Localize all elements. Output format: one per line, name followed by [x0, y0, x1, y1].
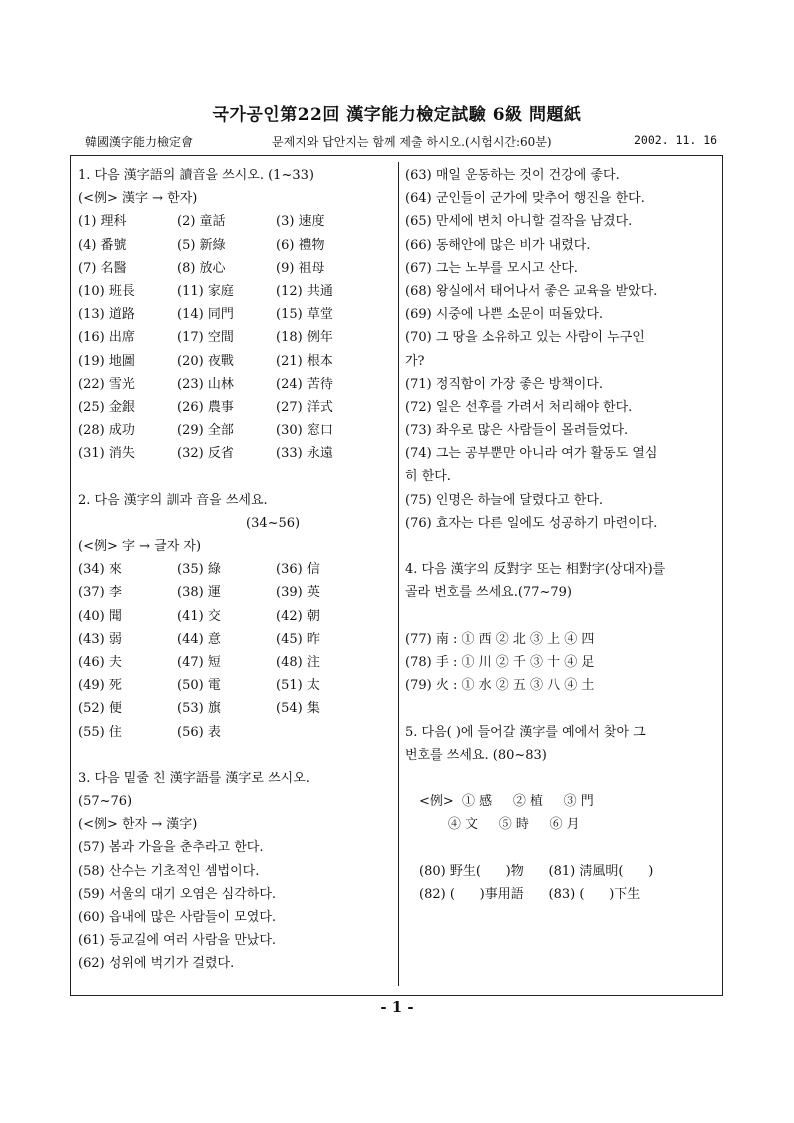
organization-name: 韓國漢字能力檢定會: [85, 135, 194, 149]
right-column: [405, 164, 715, 906]
section1-heading: 1. 다음 漢字語의 讀音을 쓰시오. (1~33): [78, 168, 314, 183]
question-row: [78, 442, 392, 465]
question-item: (37) 李: [78, 585, 122, 601]
question-item: (71) 정직함이 가장 좋은 방책이다.: [405, 376, 604, 392]
question-item: (29) 全部: [177, 423, 234, 439]
question-item: (52) 便: [78, 701, 122, 717]
question-item: (30) 窓口: [276, 423, 333, 439]
question-item: (18) 例年: [276, 330, 333, 346]
question-row: [78, 210, 392, 233]
column-divider: [398, 162, 399, 986]
question-row: [78, 721, 392, 744]
question-item: (49) 死: [78, 678, 122, 694]
question-item: (9) 祖母: [276, 260, 325, 276]
question-item: (3) 速度: [276, 214, 325, 230]
question-item: (11) 家庭: [177, 283, 234, 299]
question-item: (73) 좌우로 많은 사람들이 몰려들었다.: [405, 423, 629, 439]
question-item: (21) 根本: [276, 353, 333, 369]
question-item: (76) 효자는 다른 일에도 성공하기 마련이다.: [405, 515, 658, 531]
question-item: (67) 그는 노부를 모시고 산다.: [405, 260, 578, 276]
section2-heading: 2. 다음 漢字의 訓과 音을 쓰세요.: [78, 492, 268, 508]
question-item: (70) 그 땅을 소유하고 있는 사람이 누구인: [405, 330, 645, 346]
page-title: 국가공인第22回 漢字能力檢定試驗 6級 問題紙: [212, 105, 582, 125]
question-item: (10) 班長: [78, 283, 135, 299]
question-item: (1) 理科: [78, 214, 127, 230]
question-item: (17) 空間: [177, 330, 234, 346]
question-item: (20) 夜戰: [177, 353, 234, 369]
section2-range: (34~56): [246, 515, 301, 531]
section5-heading-cont: 번호를 쓰세요. (80~83): [405, 747, 547, 763]
section5-items: (80) 野生( )物 (81) 淸風明( ): [419, 863, 654, 879]
question-row: [78, 581, 392, 604]
question-item: (38) 運: [177, 585, 221, 601]
question-row: [78, 257, 392, 280]
question-item: (56) 表: [177, 724, 221, 740]
question-item: (35) 綠: [177, 562, 221, 578]
question-item: (59) 서울의 대기 오염은 심각하다.: [78, 886, 277, 902]
question-item: (48) 注: [276, 654, 320, 670]
question-item: (47) 短: [177, 654, 221, 670]
section5-example-cont: ④ 文 ⑤ 時 ⑥ 月: [419, 817, 580, 833]
question-item: (41) 交: [177, 608, 221, 624]
question-item: (79) 火 : ① 水 ② 五 ③ 八 ④ 土: [405, 678, 595, 694]
question-row: [78, 234, 392, 257]
question-item: (62) 성위에 벅기가 걸렸다.: [78, 956, 235, 972]
question-row: [78, 396, 392, 419]
question-row: [78, 280, 392, 303]
question-item: (43) 弱: [78, 631, 122, 647]
exam-instruction: 문제지와 답안지는 함께 제출 하시오.(시험시간:60분): [272, 135, 552, 149]
question-item: (14) 同門: [177, 307, 234, 323]
question-item: (64) 군인들이 군가에 맞추어 행진을 한다.: [405, 191, 645, 207]
question-item: (65) 만세에 변치 아니할 걸작을 남겼다.: [405, 214, 633, 230]
section1-items: [78, 210, 392, 465]
section4-heading-cont: 골라 번호를 쓰세요.(77~79): [405, 585, 572, 601]
question-row: [78, 605, 392, 628]
section5-items-cont: (82) ( )事用語 (83) ( )下生: [419, 886, 641, 902]
question-item: (6) 禮物: [276, 237, 325, 253]
section5-heading: 5. 다음( )에 들어갈 漢字를 예에서 찾아 그: [405, 724, 646, 740]
section4-heading: 4. 다음 漢字의 反對字 또는 相對字(상대자)를: [405, 562, 666, 578]
question-item: (78) 手 : ① 川 ② 千 ③ 十 ④ 足: [405, 654, 595, 670]
question-item: (66) 동해안에 많은 비가 내렸다.: [405, 237, 591, 253]
question-item: (53) 旗: [177, 701, 221, 717]
question-row: [78, 558, 392, 581]
question-item: (32) 反省: [177, 446, 234, 462]
question-row: [78, 674, 392, 697]
question-item: (15) 草堂: [276, 307, 333, 323]
question-row: [78, 373, 392, 396]
question-item: (75) 인명은 하늘에 달렸다고 한다.: [405, 492, 604, 508]
section3-example: (<例> 한자 → 漢字): [78, 817, 198, 833]
question-item: (68) 왕실에서 태어나서 좋은 교육을 받았다.: [405, 283, 658, 299]
question-item: (58) 산수는 기초적인 셈법이다.: [78, 863, 260, 879]
question-item: (16) 出席: [78, 330, 135, 346]
question-item: (31) 消失: [78, 446, 135, 462]
question-item: (22) 雪光: [78, 376, 135, 392]
page-number: - 1 -: [380, 998, 414, 1016]
question-item: (44) 意: [177, 631, 221, 647]
left-column: [78, 164, 392, 976]
question-item: (13) 道路: [78, 307, 135, 323]
question-item: (36) 信: [276, 562, 320, 578]
question-item: (24) 苦待: [276, 376, 333, 392]
question-item: (46) 夫: [78, 654, 122, 670]
question-item: (26) 農事: [177, 399, 234, 415]
question-item: (60) 읍내에 많은 사람들이 모였다.: [78, 910, 277, 925]
question-row: [78, 303, 392, 326]
question-item: (74) 그는 공부뿐만 아니라 여가 활동도 열심: [405, 446, 658, 462]
question-item: (34) 來: [78, 562, 122, 578]
question-row: [78, 419, 392, 442]
question-row: [78, 350, 392, 373]
question-item: (51) 太: [276, 678, 320, 694]
question-item: (55) 住: [78, 724, 122, 740]
question-item: (4) 番號: [78, 237, 127, 253]
question-item: (45) 昨: [276, 631, 320, 647]
question-item: (25) 金銀: [78, 399, 135, 415]
question-item: (28) 成功: [78, 423, 135, 439]
question-item: (2) 童話: [177, 214, 226, 230]
question-item: (23) 山林: [177, 376, 234, 392]
question-item: (77) 南 : ① 西 ② 北 ③ 上 ④ 四: [405, 631, 595, 647]
question-item: (72) 일은 선후를 가려서 처리해야 한다.: [405, 399, 633, 415]
question-item: (69) 시중에 나쁜 소문이 떠돌았다.: [405, 307, 604, 323]
question-item-continued: 가?: [405, 353, 425, 369]
question-item: (19) 地圖: [78, 353, 135, 369]
question-item-continued: 히 한다.: [405, 469, 451, 485]
question-item: (27) 洋式: [276, 399, 333, 415]
question-item: (42) 朝: [276, 608, 320, 624]
section5-example: <例> ① 感 ② 植 ③ 門: [419, 794, 594, 810]
section3-range: (57~76): [78, 794, 133, 810]
question-item: (61) 등교길에 여러 사람을 만났다.: [78, 933, 277, 949]
question-item: (7) 名醫: [78, 260, 127, 276]
question-item: (40) 聞: [78, 608, 122, 624]
question-item: (63) 매일 운동하는 것이 건강에 좋다.: [405, 168, 620, 183]
question-item: [276, 721, 386, 744]
question-item: (54) 集: [276, 701, 320, 717]
question-item: (57) 봄과 가을을 춘추라고 한다.: [78, 840, 264, 856]
question-item: (33) 永遠: [276, 446, 333, 462]
section3-heading: 3. 다음 밑줄 친 漢字語를 漢字로 쓰시오.: [78, 770, 310, 786]
question-item: (39) 英: [276, 585, 320, 601]
question-item: (12) 共通: [276, 283, 333, 299]
question-row: [78, 326, 392, 349]
question-row: [78, 628, 392, 651]
question-item: (8) 放心: [177, 260, 226, 276]
section2-items: [78, 558, 392, 744]
question-item: (5) 新綠: [177, 237, 226, 253]
exam-date: 2002. 11. 16: [634, 133, 718, 147]
question-item: (50) 電: [177, 678, 221, 694]
section2-example: (<例> 字 → 글자 자): [78, 539, 202, 554]
question-row: [78, 697, 392, 720]
question-row: [78, 651, 392, 674]
section1-example: (<例> 漢字 → 한자): [78, 191, 198, 207]
